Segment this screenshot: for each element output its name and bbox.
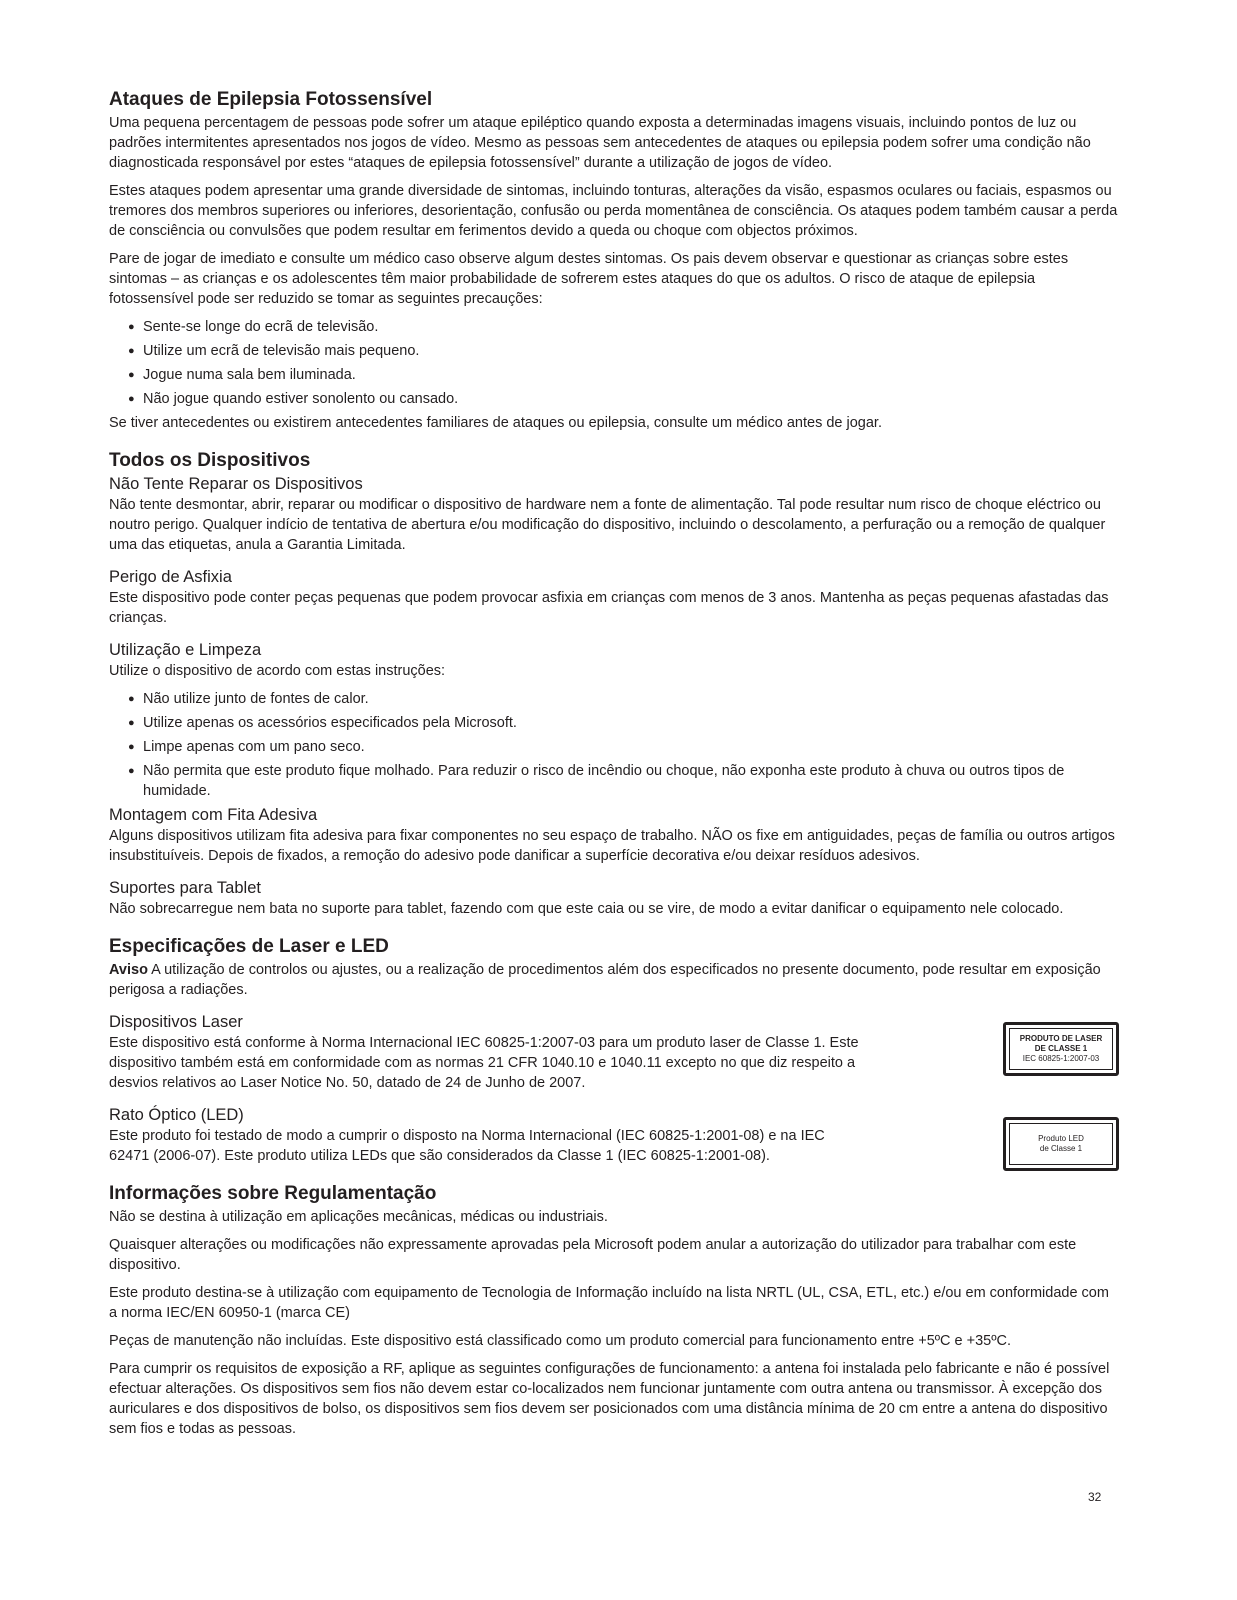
epilepsy-paragraph-2: Estes ataques podem apresentar uma grande diversidade de sintomas, incluindo tonturas, alterações da visão, espasmos oculares ou faciais, espasmos ou tremores dos membros superiores ou inferiores, desorientação, confusão ou perda momentânea de consciência. Os ataques podem também causar a perda de consciência ou convulsões que podem resultar em ferimentos devido a queda ou choque com objectos próximos. <box>109 183 1118 239</box>
list-item: ● Utilize um ecrã de televisão mais pequeno. <box>109 341 1119 361</box>
devices-section <box>109 449 1119 919</box>
devices-heading: Todos os Dispositivos <box>109 450 311 471</box>
regulatory-paragraph-3: Este produto destina-se à utilização com equipamento de Tecnologia de Informação incluído na lista NRTL (UL, CSA, ETL, etc.) e/ou em conformidade com a norma IEC/EN 60950-1 (marca CE) <box>109 1285 1109 1321</box>
laser-heading: Especificações de Laser e LED <box>109 936 389 957</box>
list-item: ● Limpe apenas com um pano seco. <box>109 737 1119 757</box>
repair-paragraph: Não tente desmontar, abrir, reparar ou modificar o dispositivo de hardware nem a fonte de alimentação. Tal pode resultar num risco de choque eléctrico ou noutro perigo. Qualquer indício de tentativa de abertura e/ou modificação do dispositivo, incluindo o descolamento, a perfuração ou a remoção de qualquer uma das etiquetas, anula a Garantia Limitada. <box>109 497 1106 553</box>
epilepsy-paragraph-1: Uma pequena percentagem de pessoas pode sofrer um ataque epiléptico quando exposta a determinadas imagens visuais, incluindo pontos de luz ou padrões intermitentes apresentados nos jogos de vídeo. Mesmo as pessoas sem antecedentes de ataques ou epilepsia podem sofrer uma condição não diagnosticada responsável por estes “ataques de epilepsia fotossensível” durante a utilização de jogos de vídeo. <box>109 115 1091 171</box>
usage-paragraph: Utilize o dispositivo de acordo com estas instruções: <box>109 663 446 679</box>
list-item: ● Não permita que este produto fique molhado. Para reduzir o risco de incêndio ou choque, não exponha este produto à chuva ou outros tipos de humidade. <box>109 761 1119 801</box>
led-label-line-2: de Classe 1 <box>1039 1144 1083 1153</box>
laser-warning-paragraph <box>109 960 1119 1000</box>
laser-devices-block <box>109 1012 1119 1101</box>
laser-devices-paragraph: Este dispositivo está conforme à Norma Internacional IEC 60825-1:2007-03 para um produto laser de Classe 1. Este dispositivo também está em conformidade com as normas 21 CFR 1040.10 e 1040.11 excepto no que diz respeito a desvios relativos ao Laser Notice No. 50, datado de 24 de Junho de 2007. <box>109 1035 859 1091</box>
laser-label-line-3: IEC 60825-1:2007-03 <box>1022 1054 1100 1063</box>
regulatory-paragraph-2: Quaisquer alterações ou modificações não expressamente aprovadas pela Microsoft podem anular a autorização do utilizador para trabalhar com este dispositivo. <box>109 1237 1077 1273</box>
led-subheading: Rato Óptico (LED) <box>109 1106 244 1124</box>
laser-class-label <box>1003 1022 1119 1076</box>
regulatory-section <box>109 1182 1119 1439</box>
list-item: ● Não utilize junto de fontes de calor. <box>109 689 1119 709</box>
laser-label-line-2: DE CLASSE 1 <box>1034 1044 1088 1053</box>
list-item: ● Não jogue quando estiver sonolento ou cansado. <box>109 389 1119 409</box>
epilepsy-paragraph-4: Se tiver antecedentes ou existirem antecedentes familiares de ataques ou epilepsia, consulte um médico antes de jogar. <box>109 415 882 431</box>
epilepsy-precautions-list <box>109 317 1119 409</box>
list-item: ● Utilize apenas os acessórios especificados pela Microsoft. <box>109 713 1119 733</box>
choking-subheading: Perigo de Asfixia <box>109 568 232 586</box>
led-block <box>109 1105 1119 1174</box>
page-content <box>109 88 1119 1447</box>
usage-list <box>109 689 1119 801</box>
epilepsy-paragraph-3: Pare de jogar de imediato e consulte um médico caso observe algum destes sintomas. Os pais devem observar e questionar as crianças sobre estes sintomas – as crianças e os adolescentes têm maior probabilidade de sofrerem estes ataques do que os adultos. O risco de ataque de epilepsia fotossensível pode ser reduzido se tomar as seguintes precauções: <box>109 251 1069 307</box>
regulatory-paragraph-1: Não se destina à utilização em aplicações mecânicas, médicas ou industriais. <box>109 1209 608 1225</box>
epilepsy-heading: Ataques de Epilepsia Fotossensível <box>109 89 433 110</box>
laser-section <box>109 935 1119 1174</box>
list-item: ● Jogue numa sala bem iluminada. <box>109 365 1119 385</box>
epilepsy-section <box>109 88 1119 433</box>
led-label-line-1: Produto LED <box>1038 1134 1084 1143</box>
regulatory-paragraph-4: Peças de manutenção não incluídas. Este dispositivo está classificado como um produto comercial para funcionamento entre +5ºC e +35ºC. <box>109 1333 1012 1349</box>
choking-paragraph: Este dispositivo pode conter peças pequenas que podem provocar asfixia em crianças com menos de 3 anos. Mantenha as peças pequenas afastadas das crianças. <box>109 590 1109 626</box>
regulatory-heading: Informações sobre Regulamentação <box>109 1183 437 1204</box>
list-item: ● Sente-se longe do ecrã de televisão. <box>109 317 1119 337</box>
usage-subheading: Utilização e Limpeza <box>109 641 262 659</box>
tape-subheading: Montagem com Fita Adesiva <box>109 806 318 824</box>
tape-paragraph: Alguns dispositivos utilizam fita adesiva para fixar componentes no seu espaço de trabalho. NÃO os fixe em antiguidades, peças de família ou outros artigos insubstituíveis. Depois de fixados, a remoção do adesivo pode danificar a superfície decorativa e/ou deixar resíduos adesivos. <box>109 828 1115 864</box>
led-paragraph: Este produto foi testado de modo a cumprir o disposto na Norma Internacional (IEC 60825-1:2001-08) e na IEC 62471 (2006-07). Este produto utiliza LEDs que são considerados da Classe 1 (IEC 60825-1:2001-08). <box>109 1128 825 1164</box>
regulatory-paragraph-5: Para cumprir os requisitos de exposição a RF, aplique as seguintes configurações de funcionamento: a antena foi instalada pelo fabricante e não é possível efectuar alterações. Os dispositivos sem fios não devem estar co-localizados nem funcionar juntamente com outra antena ou transmissor. À excepção dos auriculares e dos dispositivos de bolso, os dispositivos sem fios devem ser posicionados com uma distância mínima de 20 cm entre a antena do dispositivo sem fios e todas as pessoas. <box>109 1361 1110 1437</box>
page-number: 32 <box>1088 1490 1102 1504</box>
laser-devices-subheading: Dispositivos Laser <box>109 1013 243 1031</box>
stand-subheading: Suportes para Tablet <box>109 879 261 897</box>
stand-paragraph: Não sobrecarregue nem bata no suporte para tablet, fazendo com que este caia ou se vire, de modo a evitar danificar o equipamento nele colocado. <box>109 901 1064 917</box>
led-class-label <box>1003 1117 1119 1171</box>
warning-label: Aviso <box>109 962 148 978</box>
laser-label-line-1: PRODUTO DE LASER <box>1019 1034 1103 1043</box>
warning-text: A utilização de controlos ou ajustes, ou a realização de procedimentos além dos especificados no presente documento, pode resultar em exposição perigosa a radiações. <box>109 962 1101 998</box>
repair-subheading: Não Tente Reparar os Dispositivos <box>109 475 363 493</box>
